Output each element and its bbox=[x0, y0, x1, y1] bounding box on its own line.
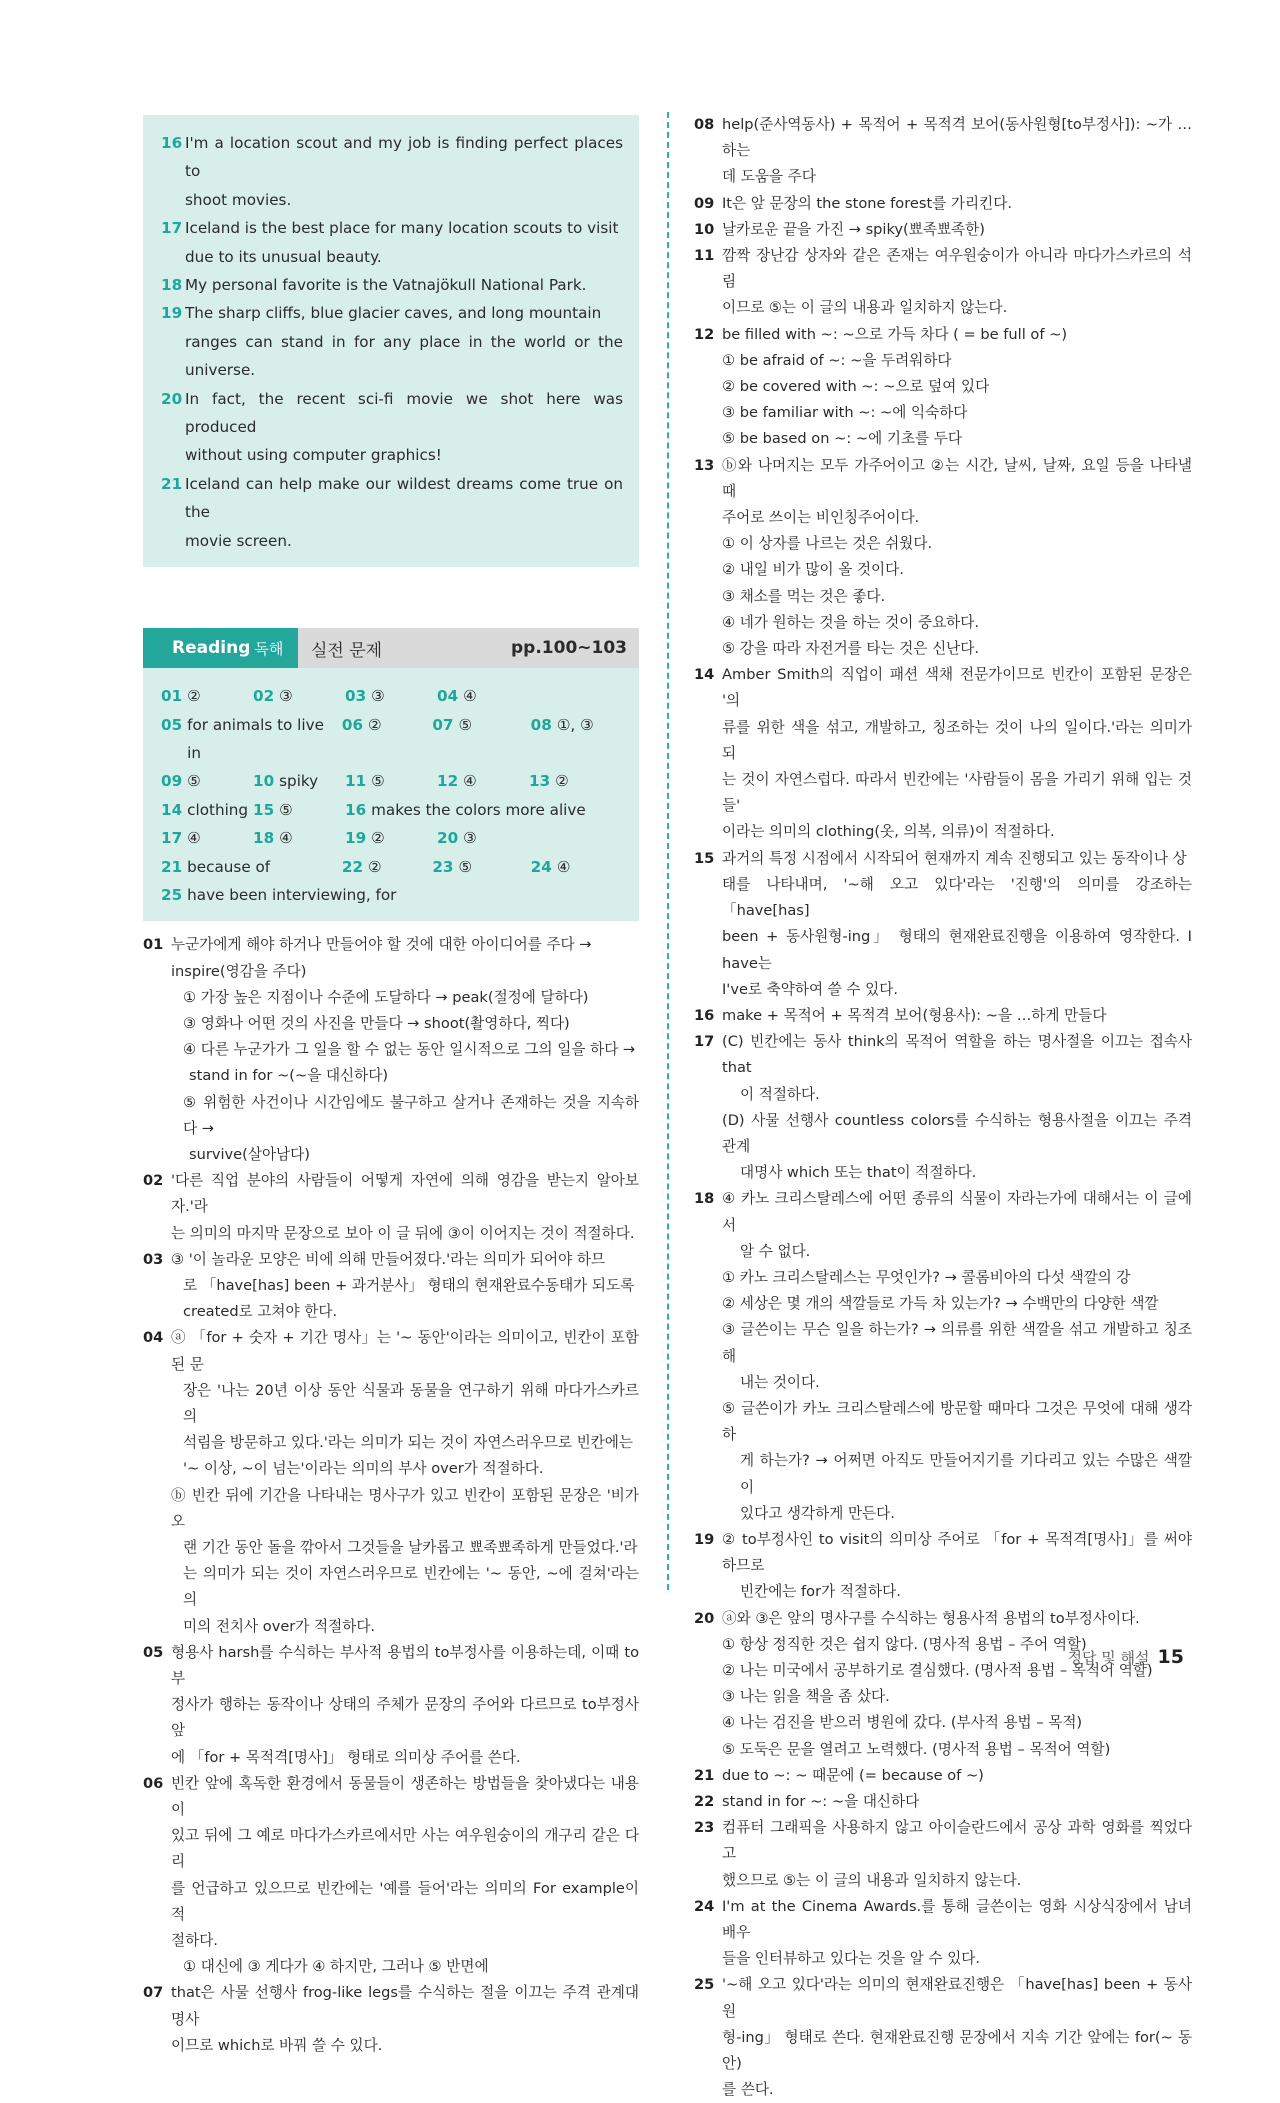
answer-item bbox=[345, 824, 437, 852]
answer-item bbox=[253, 767, 345, 795]
explanation-item bbox=[143, 1247, 639, 1326]
explanation-line: 있다고 생각하게 만든다. bbox=[740, 1504, 895, 1522]
explanation-line: help(준사역동사) + 목적어 + 목적격 보어(동사원형[to부정사]): ~가 …하는 bbox=[722, 116, 1192, 160]
answer-number: 07 bbox=[432, 715, 454, 734]
explanation-body bbox=[722, 191, 1192, 217]
sentence-text bbox=[185, 299, 623, 384]
explanation-line: ③ be familiar with ~: ~에 익숙하다 bbox=[722, 404, 968, 422]
answer-number: 20 bbox=[437, 829, 459, 848]
section-title: 실전 문제 bbox=[311, 640, 383, 661]
explanation-item bbox=[694, 662, 1192, 845]
explanation-line: 랜 기간 동안 돌을 깎아서 그것들을 날카롭고 뾰족뾰족하게 만들었다.'라 bbox=[183, 1539, 638, 1557]
answer-value: ⑤ bbox=[458, 715, 473, 734]
explanation-line: created로 고쳐야 한다. bbox=[183, 1303, 338, 1321]
answer-item bbox=[437, 682, 537, 710]
answer-number: 19 bbox=[345, 829, 367, 848]
left-column bbox=[143, 115, 639, 2059]
answer-item bbox=[161, 853, 342, 881]
explanation-line: 이 적절하다. bbox=[740, 1085, 820, 1103]
sentence-line: without using computer graphics! bbox=[185, 446, 442, 465]
sentence-line: shoot movies. bbox=[185, 190, 292, 209]
explanation-item bbox=[143, 1168, 639, 1247]
passage-sentence bbox=[161, 385, 623, 470]
explanation-number: 04 bbox=[143, 1329, 164, 1347]
explanation-line: 이므로 ⑤는 이 글의 내용과 일치하지 않는다. bbox=[722, 299, 1008, 317]
explanation-line: ⑤ 위험한 사건이나 시간임에도 불구하고 살거나 존재하는 것을 지속하다 → bbox=[183, 1093, 639, 1137]
explanation-body bbox=[722, 1527, 1192, 1606]
sentence-text bbox=[185, 214, 623, 271]
explanation-body bbox=[722, 1894, 1192, 1973]
explanation-line: due to ~: ~ 때문에 (= because of ~) bbox=[722, 1766, 984, 1784]
answer-value: ④ bbox=[556, 857, 571, 876]
explanation-line: ① 카노 크리스탈레스는 무엇인가? → 콜롬비아의 다섯 색깔의 강 bbox=[722, 1268, 1131, 1286]
explanation-line: 이므로 which로 바꿔 쓸 수 있다. bbox=[171, 2036, 383, 2054]
explanation-line: ⓑ와 나머지는 모두 가주어이고 ②는 시간, 날씨, 날짜, 요일 등을 나타낼 때 bbox=[722, 456, 1192, 500]
explanation-line: ⓐ 「for + 숫자 + 기간 명사」는 '~ 동안'이라는 의미이고, 빈칸이 포함된 문 bbox=[171, 1329, 639, 1373]
explanation-item bbox=[143, 1980, 639, 2059]
explanation-line: 대명사 which 또는 that이 적절하다. bbox=[740, 1164, 977, 1182]
explanation-item bbox=[694, 1029, 1192, 1186]
explanation-item bbox=[143, 1640, 639, 1771]
answer-item bbox=[531, 853, 629, 881]
answer-value: ⑤ bbox=[371, 772, 385, 791]
sentence-line: My personal favorite is the Vatnajökull National Park. bbox=[185, 276, 587, 295]
answer-value: ③ bbox=[463, 829, 477, 848]
passage-sentence bbox=[161, 214, 623, 271]
explanation-line: 는 의미가 되는 것이 자연스러우므로 빈칸에는 '~ 동안, ~에 걸쳐'라는 의 bbox=[183, 1565, 639, 1609]
explanation-number: 19 bbox=[694, 1530, 715, 1548]
sentence-line: ranges can stand in for any place in the world or the universe. bbox=[185, 332, 623, 380]
explanation-line: 이라는 의미의 clothing(옷, 의복, 의류)이 적절하다. bbox=[722, 823, 1055, 841]
explanation-body bbox=[722, 217, 1192, 243]
answer-number: 14 bbox=[161, 800, 183, 819]
explanation-line: ① 이 상자를 나르는 것은 쉬웠다. bbox=[722, 535, 933, 553]
explanation-line: ① be afraid of ~: ~을 두려워하다 bbox=[722, 351, 952, 369]
answer-number: 04 bbox=[437, 687, 459, 706]
section-pages: pp.100~103 bbox=[510, 638, 627, 659]
answer-value: ④ bbox=[463, 687, 477, 706]
section-label-en: Reading bbox=[172, 638, 251, 659]
answer-row bbox=[161, 853, 629, 881]
answer-value: have been interviewing, for bbox=[187, 885, 397, 904]
explanation-line: 날카로운 끝을 가진 → spiky(뾰족뾰족한) bbox=[722, 220, 985, 238]
explanation-body bbox=[722, 322, 1192, 453]
explanation-line: '다른 직업 분야의 사람들이 어떻게 자연에 의해 영감을 받는지 알아보자.'라 bbox=[171, 1172, 639, 1216]
answer-number: 18 bbox=[253, 829, 275, 848]
answer-item bbox=[161, 711, 342, 768]
explanation-line: 는 것이 자연스럽다. 따라서 빈칸에는 '사람들이 몸을 가리기 위해 입는 것들' bbox=[722, 771, 1192, 815]
explanation-item bbox=[694, 1789, 1192, 1815]
explanation-line: 내는 것이다. bbox=[740, 1373, 820, 1391]
explanation-item bbox=[694, 1763, 1192, 1789]
answer-item bbox=[345, 796, 586, 824]
explanation-body bbox=[722, 1029, 1192, 1186]
explanation-body bbox=[722, 243, 1192, 322]
answer-row bbox=[161, 824, 629, 852]
sentence-number: 16 bbox=[161, 134, 183, 152]
answer-item bbox=[161, 682, 253, 710]
sentence-text bbox=[185, 129, 623, 214]
explanation-line: I'm at the Cinema Awards.를 통해 글쓴이는 영화 시상식장에서 남녀 배우 bbox=[722, 1897, 1192, 1942]
explanation-body bbox=[722, 112, 1192, 191]
explanation-line: 미의 전치사 over가 적절하다. bbox=[183, 1617, 376, 1635]
explanation-line: make + 목적어 + 목적격 보어(형용사): ~을 …하게 만들다 bbox=[722, 1006, 1107, 1024]
explanation-line: be filled with ~: ~으로 가득 차다 ( = be full of ~) bbox=[722, 325, 1068, 343]
explanation-line: 를 언급하고 있으므로 빈칸에는 '예를 들어'라는 의미의 For example이 적 bbox=[171, 1879, 639, 1923]
explanation-body bbox=[171, 1771, 639, 1981]
answer-number: 13 bbox=[529, 772, 551, 791]
answer-number: 23 bbox=[432, 857, 454, 876]
passage-sentence bbox=[161, 299, 623, 384]
sentence-number: 21 bbox=[161, 474, 183, 493]
explanation-line: I've로 축약하여 쓸 수 있다. bbox=[722, 980, 899, 998]
answer-item bbox=[161, 881, 396, 909]
explanation-line: 태를 나타내며, '~해 오고 있다'라는 '진행'의 의미를 강조하는 「have[has] bbox=[722, 875, 1192, 920]
explanation-line: that은 사물 선행사 frog-like legs를 수식하는 절을 이끄는 주격 관계대명사 bbox=[171, 1984, 639, 2028]
explanation-body bbox=[171, 1325, 639, 1639]
answer-item bbox=[345, 682, 437, 710]
footer-label: 정답 및 해설 bbox=[1067, 1649, 1150, 1667]
answer-value: clothing bbox=[187, 800, 249, 819]
explanation-line: ⑤ 글쓴이가 카노 크리스탈레스에 방문할 때마다 그것은 무엇에 대해 생각하 bbox=[722, 1399, 1192, 1444]
explanation-number: 18 bbox=[694, 1190, 715, 1208]
sentence-line: I'm a location scout and my job is finding perfect places to bbox=[185, 134, 623, 181]
answer-value: ④ bbox=[187, 829, 201, 848]
answer-row bbox=[161, 711, 629, 768]
explanation-number: 23 bbox=[694, 1819, 715, 1837]
sentence-number: 18 bbox=[161, 276, 183, 295]
answer-value: ② bbox=[555, 772, 569, 791]
explanation-line: ③ 채소를 먹는 것은 좋다. bbox=[722, 587, 886, 605]
page-number: 15 bbox=[1157, 1646, 1184, 1668]
sentence-number: 19 bbox=[161, 304, 183, 323]
explanation-item bbox=[694, 1527, 1192, 1606]
explanation-line: ⑤ 강을 따라 자전거를 타는 것은 신난다. bbox=[722, 640, 980, 658]
answer-item bbox=[437, 767, 529, 795]
explanation-line: ④ 다른 누군가가 그 일을 할 수 없는 동안 일시적으로 그의 일을 하다 → bbox=[183, 1041, 636, 1059]
answer-item bbox=[161, 767, 253, 795]
answer-item bbox=[161, 796, 253, 824]
answer-item bbox=[253, 682, 345, 710]
answer-number: 25 bbox=[161, 885, 183, 904]
explanation-line: 빈칸 앞에 혹독한 환경에서 동물들이 생존하는 방법들을 찾아냈다는 내용이 bbox=[171, 1774, 639, 1819]
explanation-line: ② 내일 비가 많이 올 것이다. bbox=[722, 561, 904, 579]
explanation-line: '~ 이상, ~이 넘는'이라는 의미의 부사 over가 적절하다. bbox=[183, 1460, 544, 1478]
explanation-body bbox=[722, 846, 1192, 1003]
explanation-item bbox=[694, 112, 1192, 191]
answer-number: 10 bbox=[253, 772, 275, 791]
explanation-line: ① 대신에 ③ 게다가 ④ 하지만, 그러나 ⑤ 반면에 bbox=[183, 1958, 489, 1976]
answer-value: ⑤ bbox=[458, 857, 473, 876]
sentence-line: In fact, the recent sci-fi movie we shot here was produced bbox=[185, 389, 623, 437]
answer-key-box bbox=[143, 668, 639, 921]
explanation-line: (D) 사물 선행사 countless colors를 수식하는 형용사절을 이끄는 주격 관계 bbox=[722, 1111, 1192, 1155]
answer-item bbox=[529, 767, 621, 795]
explanation-item bbox=[143, 1325, 639, 1639]
explanation-line: ③ 영화나 어떤 것의 사진을 만들다 → shoot(촬영하다, 찍다) bbox=[183, 1014, 570, 1032]
sentence-text bbox=[185, 271, 623, 299]
answer-row bbox=[161, 767, 629, 795]
explanation-body bbox=[171, 1980, 639, 2059]
answer-value: ④ bbox=[463, 772, 477, 791]
explanation-number: 14 bbox=[694, 666, 715, 684]
answer-item bbox=[432, 711, 530, 768]
answer-row bbox=[161, 881, 629, 909]
explanation-line: ③ 나는 읽을 책을 좀 샀다. bbox=[722, 1688, 890, 1706]
right-column bbox=[694, 112, 1192, 2103]
explanation-item bbox=[143, 932, 639, 1168]
explanation-line: ② 세상은 몇 개의 색깔들로 가득 차 있는가? → 수백만의 다양한 색깔 bbox=[722, 1295, 1159, 1313]
explanation-line: ⑤ 도둑은 문을 열려고 노력했다. (명사적 용법 – 목적어 역할) bbox=[722, 1740, 1111, 1758]
explanation-body bbox=[171, 1168, 639, 1247]
explanation-item bbox=[694, 1003, 1192, 1029]
explanation-line: stand in for ~(~을 대신하다) bbox=[189, 1067, 389, 1085]
explanation-line: 들을 인터뷰하고 있다는 것을 알 수 있다. bbox=[722, 1950, 981, 1968]
answer-number: 16 bbox=[345, 800, 367, 819]
section-label bbox=[143, 628, 298, 668]
explanation-number: 11 bbox=[694, 247, 715, 265]
answer-item bbox=[531, 711, 629, 768]
explanation-line: 형-ing」 형태로 쓴다. 현재완료진행 문장에서 지속 기간 앞에는 for(~ 동안) bbox=[722, 2028, 1192, 2073]
explanation-line: 빈칸에는 for가 적절하다. bbox=[740, 1583, 901, 1601]
answer-value: ⑤ bbox=[279, 800, 293, 819]
answer-value: ③ bbox=[279, 687, 293, 706]
passage-box bbox=[143, 115, 639, 567]
explanation-item bbox=[694, 1815, 1192, 1894]
explanation-line: ③ 글쓴이는 무슨 일을 하는가? → 의류를 위한 색깔을 섞고 개발하고 칭조해 bbox=[722, 1321, 1192, 1365]
answer-number: 06 bbox=[341, 715, 364, 734]
explanation-number: 25 bbox=[694, 1976, 715, 1994]
explanation-body bbox=[722, 1003, 1192, 1029]
answer-number: 24 bbox=[530, 857, 552, 876]
section-header bbox=[143, 628, 639, 668]
explanation-number: 03 bbox=[143, 1250, 164, 1268]
explanation-number: 07 bbox=[143, 1984, 164, 2002]
answer-value: ② bbox=[368, 857, 382, 876]
answer-number: 15 bbox=[253, 800, 275, 819]
explanation-number: 10 bbox=[694, 220, 715, 238]
answer-item bbox=[437, 824, 537, 852]
explanation-number: 01 bbox=[143, 936, 164, 954]
explanation-line: 과거의 특정 시점에서 시작되어 현재까지 계속 진행되고 있는 동작이나 상 bbox=[722, 849, 1187, 867]
explanation-line: (C) 빈칸에는 동사 think의 목적어 역할을 하는 명사절을 이끄는 접속사 that bbox=[722, 1033, 1192, 1077]
explanation-line: 절하다. bbox=[171, 1932, 218, 1950]
section-title-bar bbox=[298, 628, 639, 668]
answer-value: ④ bbox=[279, 829, 293, 848]
answer-number: 17 bbox=[161, 829, 183, 848]
explanation-item bbox=[694, 1606, 1192, 1763]
explanation-line: 있고 뒤에 그 예로 마다가스카르에서만 사는 여우원숭이의 개구리 같은 다리 bbox=[171, 1827, 639, 1871]
sentence-line: movie screen. bbox=[185, 531, 292, 550]
explanation-body bbox=[171, 1640, 639, 1771]
explanation-line: inspire(영감을 주다) bbox=[171, 962, 307, 980]
passage-sentence bbox=[161, 470, 623, 555]
explanation-body bbox=[171, 1247, 639, 1326]
explanation-line: ⓐ와 ③은 앞의 명사구를 수식하는 형용사적 용법의 to부정사이다. bbox=[722, 1609, 1140, 1627]
explanation-line: 를 쓴다. bbox=[722, 2081, 774, 2099]
explanation-body bbox=[722, 1972, 1192, 2103]
sentence-line: Iceland can help make our wildest dreams come true on the bbox=[185, 474, 623, 522]
explanation-body bbox=[722, 453, 1192, 663]
answer-number: 11 bbox=[345, 772, 367, 791]
explanation-line: ② to부정사인 to visit의 의미상 주어로 「for + 목적격[명사]」를 써야 하므로 bbox=[722, 1530, 1192, 1575]
explanation-item bbox=[694, 1894, 1192, 1973]
column-divider bbox=[667, 112, 669, 1590]
answer-value: makes the colors more alive bbox=[371, 800, 586, 819]
explanation-line: stand in for ~: ~을 대신하다 bbox=[722, 1793, 920, 1810]
explanation-line: ③ '이 놀라운 모양은 비에 의해 만들어졌다.'라는 의미가 되어야 하므 bbox=[171, 1250, 606, 1268]
explanation-item bbox=[694, 1972, 1192, 2103]
explanation-line: 로 「have[has] been + 과거분사」 형태의 현재완료수동태가 되도록 bbox=[183, 1276, 635, 1294]
page-footer bbox=[1068, 1646, 1184, 1668]
answer-value: for animals to live in bbox=[187, 715, 324, 762]
passage-sentence bbox=[161, 129, 623, 214]
explanation-item bbox=[694, 243, 1192, 322]
answer-item bbox=[342, 711, 432, 768]
explanation-number: 05 bbox=[143, 1643, 164, 1661]
explanation-line: ④ 네가 원하는 것을 하는 것이 중요하다. bbox=[722, 613, 980, 631]
explanation-line: 주어로 쓰이는 비인칭주어이다. bbox=[722, 509, 920, 527]
answer-item bbox=[253, 824, 345, 852]
answer-item bbox=[345, 767, 437, 795]
answer-value: ② bbox=[368, 715, 382, 734]
answer-item bbox=[253, 796, 345, 824]
answer-value: spiky bbox=[279, 772, 319, 791]
explanation-body bbox=[722, 662, 1192, 845]
answer-number: 05 bbox=[161, 715, 183, 734]
answer-value: ⑤ bbox=[187, 772, 201, 791]
explanation-line: Amber Smith의 직업이 패션 색채 전문가이므로 빈칸이 포함된 문장은 '의 bbox=[722, 666, 1192, 710]
explanation-line: 석림을 방문하고 있다.'라는 의미가 되는 것이 자연스러우므로 빈칸에는 bbox=[183, 1434, 633, 1452]
explanation-item bbox=[694, 217, 1192, 243]
explanation-body bbox=[722, 1789, 1192, 1815]
explanations-right bbox=[694, 112, 1192, 2103]
explanation-line: 했으므로 ⑤는 이 글의 내용과 일치하지 않는다. bbox=[722, 1871, 1022, 1889]
explanation-number: 12 bbox=[694, 325, 715, 343]
sentence-line: The sharp cliffs, blue glacier caves, and long mountain bbox=[185, 304, 602, 323]
explanation-line: '~해 오고 있다'라는 의미의 현재완료진행은 「have[has] been + 동사원 bbox=[722, 1976, 1192, 2020]
explanation-line: ⓑ 빈칸 뒤에 기간을 나타내는 명사구가 있고 빈칸이 포함된 문장은 '비가 오 bbox=[171, 1486, 639, 1530]
explanation-line: 누군가에게 해야 하거나 만들어야 할 것에 대한 아이디어를 주다 → bbox=[171, 936, 592, 954]
explanation-item bbox=[694, 191, 1192, 217]
explanation-line: ④ 카노 크리스탈레스에 어떤 종류의 식물이 자라는가에 대해서는 이 글에서 bbox=[722, 1190, 1192, 1234]
answer-item bbox=[342, 853, 432, 881]
explanation-line: survive(살아남다) bbox=[189, 1145, 310, 1163]
sentence-number: 20 bbox=[161, 389, 183, 408]
explanation-line: 류를 위한 색을 섞고, 개발하고, 칭조하는 것이 나의 일이다.'라는 의미가 되 bbox=[722, 718, 1192, 762]
explanation-line: 데 도움을 주다 bbox=[722, 168, 816, 186]
sentence-text bbox=[185, 385, 623, 470]
explanation-line: 형용사 harsh를 수식하는 부사적 용법의 to부정사를 이용하는데, 이때 to부 bbox=[171, 1643, 639, 1688]
explanation-line: ② 나는 미국에서 공부하기로 결심했다. (명사적 용법 – 목적어 역할) bbox=[722, 1661, 1153, 1679]
sentence-number: 17 bbox=[161, 219, 183, 238]
explanation-line: 깜짝 장난감 상자와 같은 존재는 여우원숭이가 아니라 마다가스카르의 석림 bbox=[722, 247, 1192, 291]
explanation-item bbox=[694, 453, 1192, 663]
explanation-number: 16 bbox=[694, 1006, 715, 1024]
explanation-number: 21 bbox=[694, 1766, 715, 1784]
sentence-text bbox=[185, 470, 623, 555]
answer-number: 22 bbox=[341, 857, 364, 876]
section-label-ko: 독해 bbox=[254, 639, 284, 658]
answer-value: ② bbox=[187, 687, 201, 706]
explanation-item bbox=[694, 846, 1192, 1003]
answer-item bbox=[432, 853, 530, 881]
explanation-line: ① 항상 정직한 것은 쉽지 않다. (명사적 용법 – 주어 역할) bbox=[722, 1635, 1087, 1653]
explanation-number: 20 bbox=[694, 1609, 715, 1627]
explanation-line: ④ 나는 검진을 받으러 병원에 갔다. (부사적 용법 – 목적) bbox=[722, 1714, 1083, 1732]
answer-number: 09 bbox=[161, 772, 183, 791]
explanation-number: 24 bbox=[694, 1897, 715, 1915]
explanation-body bbox=[722, 1186, 1192, 1527]
explanation-number: 17 bbox=[694, 1033, 715, 1051]
explanation-line: 는 의미의 마지막 문장으로 보아 이 글 뒤에 ③이 이어지는 것이 적절하다. bbox=[171, 1224, 635, 1242]
explanation-line: It은 앞 문장의 the stone forest를 가리킨다. bbox=[722, 194, 1012, 212]
explanation-number: 15 bbox=[694, 849, 715, 867]
explanation-number: 06 bbox=[143, 1774, 164, 1792]
answer-value: because of bbox=[187, 857, 271, 876]
passage-sentence bbox=[161, 271, 623, 299]
answer-number: 02 bbox=[253, 687, 275, 706]
explanation-item bbox=[694, 1186, 1192, 1527]
explanation-line: ② be covered with ~: ~으로 덮여 있다 bbox=[722, 378, 990, 396]
answer-number: 08 bbox=[530, 715, 552, 734]
answer-item bbox=[161, 824, 253, 852]
explanation-number: 08 bbox=[694, 116, 715, 133]
explanation-line: 컴퓨터 그래픽을 사용하지 않고 아이슬란드에서 공상 과학 영화를 찍었다고 bbox=[722, 1819, 1192, 1863]
answer-number: 03 bbox=[345, 687, 367, 706]
answer-number: 21 bbox=[161, 857, 183, 876]
answer-row bbox=[161, 796, 629, 824]
explanation-number: 13 bbox=[694, 456, 715, 474]
explanation-body bbox=[722, 1606, 1192, 1763]
explanations-left bbox=[143, 932, 639, 2059]
answer-number: 12 bbox=[437, 772, 459, 791]
explanation-item bbox=[694, 322, 1192, 453]
sentence-line: due to its unusual beauty. bbox=[185, 247, 382, 266]
explanation-number: 22 bbox=[694, 1793, 715, 1810]
answer-value: ③ bbox=[371, 687, 385, 706]
explanation-line: ⑤ be based on ~: ~에 기초를 두다 bbox=[722, 430, 962, 448]
explanation-body bbox=[722, 1763, 1192, 1789]
answer-row bbox=[161, 682, 629, 710]
explanation-body bbox=[722, 1815, 1192, 1894]
explanation-number: 09 bbox=[694, 194, 715, 212]
explanation-line: 장은 '나는 20년 이상 동안 식물과 동물을 연구하기 위해 마다가스카르의 bbox=[183, 1381, 639, 1425]
answer-value: ② bbox=[371, 829, 385, 848]
explanation-line: 알 수 없다. bbox=[740, 1242, 811, 1260]
answer-number: 01 bbox=[161, 687, 183, 706]
explanation-line: 정사가 행하는 동작이나 상태의 주체가 문장의 주어와 다르므로 to부정사 앞 bbox=[171, 1696, 639, 1740]
explanation-item bbox=[143, 1771, 639, 1981]
explanation-number: 02 bbox=[143, 1172, 164, 1190]
explanation-line: been + 동사원형-ing」 형태의 현재완료진행을 이용하여 영작한다. I have는 bbox=[722, 928, 1192, 972]
sentence-line: Iceland is the best place for many location scouts to visit bbox=[185, 219, 619, 238]
explanation-body bbox=[171, 932, 639, 1168]
explanation-line: 게 하는가? → 어쩌면 아직도 만들어지기를 기다리고 있는 수많은 색깔이 bbox=[740, 1452, 1192, 1496]
explanation-line: ① 가장 높은 지점이나 수준에 도달하다 → peak(절정에 달하다) bbox=[183, 988, 589, 1006]
explanation-line: 에 「for + 목적격[명사]」 형태로 의미상 주어를 쓴다. bbox=[171, 1748, 521, 1766]
answer-value: ①, ③ bbox=[556, 715, 594, 734]
